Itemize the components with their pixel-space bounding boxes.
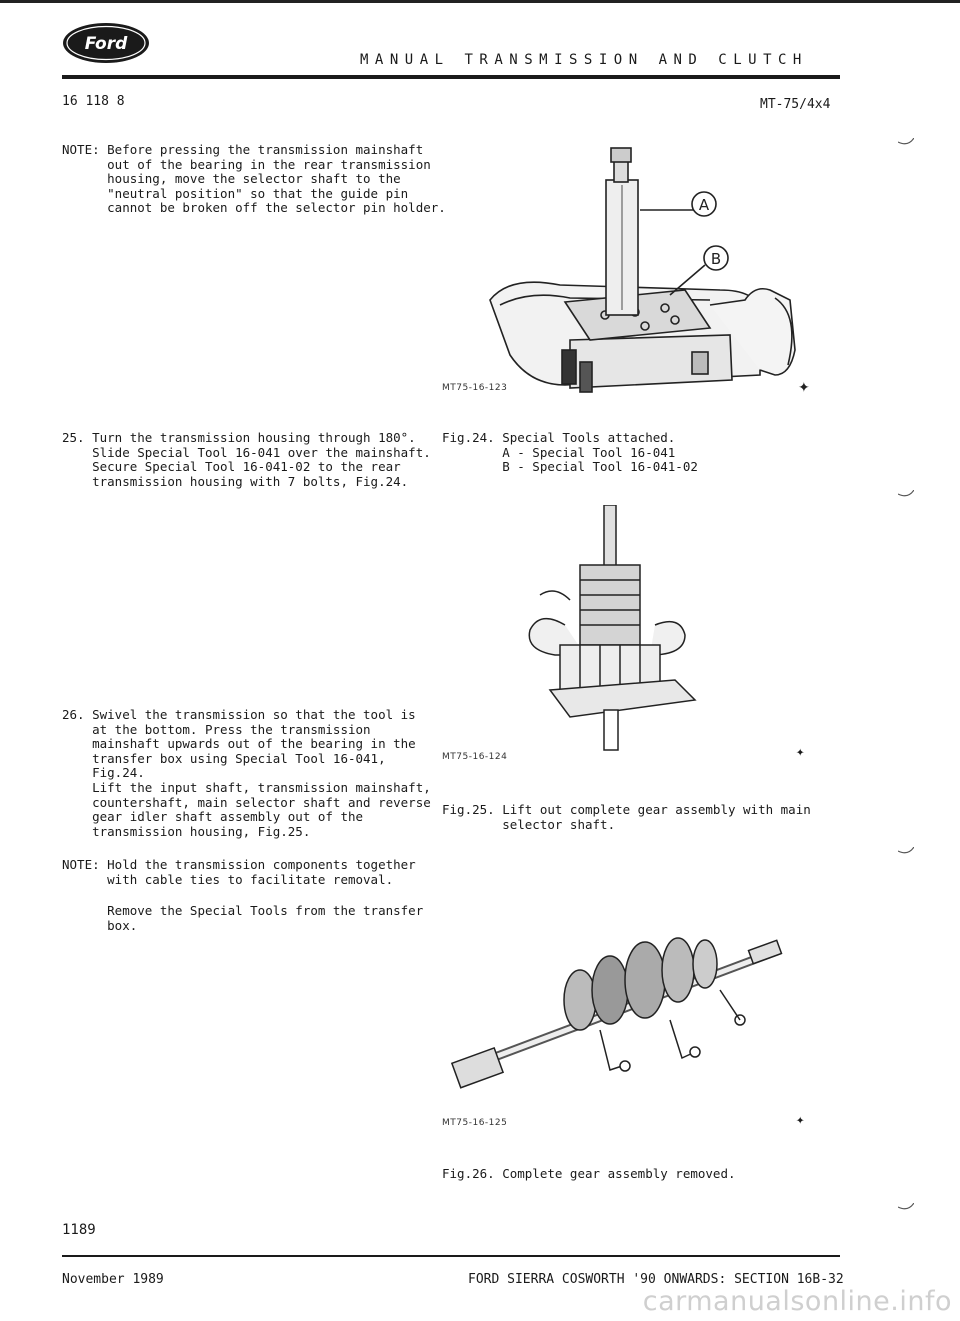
crosshair-mark-fig25: ✦ bbox=[796, 744, 805, 760]
crosshair-mark-fig26: ✦ bbox=[796, 1112, 805, 1128]
margin-mark bbox=[898, 847, 914, 857]
margin-mark bbox=[898, 138, 914, 148]
watermark: carmanualsonline.info bbox=[642, 1286, 952, 1317]
fig26-caption: Fig.26. Complete gear assembly removed. bbox=[442, 1166, 736, 1181]
fig24-caption: Fig.24. Special Tools attached. A - Special Tool 16-041 B - Special Tool 16-041-02 bbox=[442, 430, 698, 475]
note-mainshaft-bearing: NOTE: Before pressing the transmission mainshaft out of the bearing in the rear transmission housing, move the selector shaft to the "neutral position" so that the guide pin cannot be broken off the selector pin holder. bbox=[62, 142, 446, 216]
fig25-id: MT75-16-124 bbox=[442, 752, 508, 762]
step-25-text: 25. Turn the transmission housing through 180°. Slide Special Tool 16-041 over the mainshaft. Secure Special Tool 16-041-02 to the rear transmission housing with 7 bolts, Fig.24. bbox=[62, 430, 431, 489]
remove-tools-text: Remove the Special Tools from the transfer box. bbox=[107, 903, 424, 933]
callout-a-label: A bbox=[698, 196, 710, 214]
callout-b-label: B bbox=[710, 250, 722, 268]
fig25-caption: Fig.25. Lift out complete gear assembly with main selector shaft. bbox=[442, 802, 811, 832]
crosshair-mark-fig24: ✦ bbox=[798, 380, 810, 396]
margin-mark bbox=[898, 490, 914, 500]
margin-mark bbox=[898, 1203, 914, 1213]
ford-logo-text: Ford bbox=[84, 34, 128, 54]
fig24-id: MT75-16-123 bbox=[442, 383, 508, 393]
fig26-illustration bbox=[450, 920, 800, 1100]
header-rule bbox=[62, 75, 840, 79]
fig25-illustration bbox=[500, 505, 720, 755]
fig26-id: MT75-16-125 bbox=[442, 1118, 508, 1128]
doc-ref-left: 16 118 8 bbox=[62, 94, 125, 109]
top-edge-rule bbox=[0, 0, 960, 3]
fig24-illustration bbox=[470, 140, 820, 402]
ford-logo bbox=[62, 22, 150, 64]
manual-section-title: MANUAL TRANSMISSION AND CLUTCH bbox=[360, 52, 808, 68]
footer-section: FORD SIERRA COSWORTH '90 ONWARDS: SECTION 16B-32 bbox=[468, 1272, 844, 1287]
step-26-text: 26. Swivel the transmission so that the tool is at the bottom. Press the transmission mainshaft upwards out of the bearing in the transfer box using Special Tool 16-041, Fig.24. Lift the input shaft, transmission mainshaft, countershaft, main selector shaft and reverse gear idler shaft assembly out of the transmission housing, Fig.25. bbox=[62, 707, 431, 839]
doc-ref-right: MT-75/4x4 bbox=[760, 97, 831, 112]
page-number: 1189 bbox=[62, 1222, 96, 1238]
footer-rule bbox=[62, 1255, 840, 1257]
footer-date: November 1989 bbox=[62, 1272, 164, 1287]
note-cable-ties: NOTE: Hold the transmission components together with cable ties to facilitate removal. bbox=[62, 857, 416, 887]
